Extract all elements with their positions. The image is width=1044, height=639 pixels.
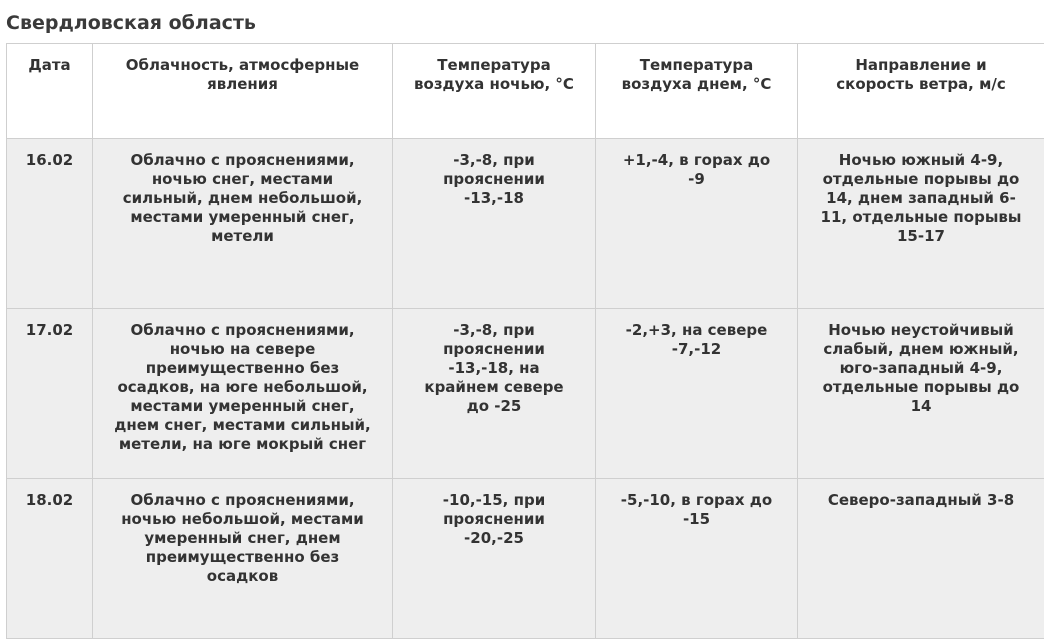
header-temp-day: Температура воздуха днем, °С: [596, 44, 798, 139]
header-wind: Направление и скорость ветра, м/с: [798, 44, 1044, 139]
cell-temp-night: -3,-8, при прояснении -13,-18: [393, 139, 596, 309]
cell-date: 18.02: [7, 479, 93, 639]
header-row: [7, 44, 1044, 139]
cell-wind: Северо-западный 3-8: [798, 479, 1044, 639]
header-date: Дата: [7, 44, 93, 139]
table-row: [7, 479, 1044, 639]
header-temp-night: Температура воздуха ночью, °С: [393, 44, 596, 139]
cell-temp-night: -10,-15, при прояснении -20,-25: [393, 479, 596, 639]
cell-clouds: Облачно с прояснениями, ночью небольшой, местами умеренный снег, днем преимущественно без осадков: [93, 479, 393, 639]
cell-clouds: Облачно с прояснениями, ночью на севере преимущественно без осадков, на юге небольшой, местами умеренный снег, днем снег, местами сильный, метели, на юге мокрый снег: [93, 309, 393, 479]
region-title: Свердловская область: [6, 12, 256, 34]
cell-date: 16.02: [7, 139, 93, 309]
cell-date: 17.02: [7, 309, 93, 479]
cell-temp-day: -2,+3, на севере -7,-12: [596, 309, 798, 479]
cell-clouds: Облачно с прояснениями, ночью снег, местами сильный, днем небольшой, местами умеренный снег, метели: [93, 139, 393, 309]
header-clouds: Облачность, атмосферные явления: [93, 44, 393, 139]
table-row: [7, 309, 1044, 479]
forecast-table-header: [7, 44, 1044, 139]
cell-wind: Ночью южный 4-9, отдельные порывы до 14, днем западный 6-11, отдельные порывы 15-17: [798, 139, 1044, 309]
forecast-table-body: [7, 139, 1044, 639]
cell-wind: Ночью неустойчивый слабый, днем южный, юго-западный 4-9, отдельные порывы до 14: [798, 309, 1044, 479]
cell-temp-night: -3,-8, при прояснении -13,-18, на крайнем севере до -25: [393, 309, 596, 479]
cell-temp-day: -5,-10, в горах до -15: [596, 479, 798, 639]
forecast-table: [6, 43, 1044, 639]
cell-temp-day: +1,-4, в горах до -9: [596, 139, 798, 309]
table-row: [7, 139, 1044, 309]
